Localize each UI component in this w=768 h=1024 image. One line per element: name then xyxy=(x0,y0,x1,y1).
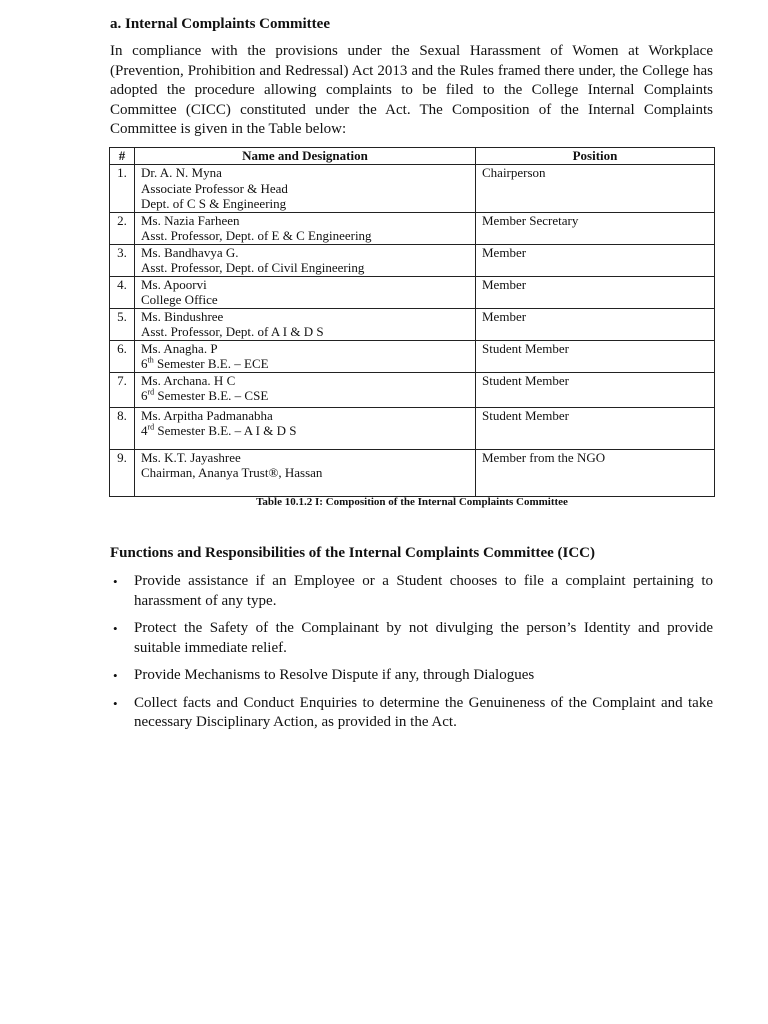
table-row xyxy=(110,165,715,213)
member-semester xyxy=(141,356,469,372)
list-item xyxy=(110,572,713,611)
row-number: 6. xyxy=(110,340,135,372)
position-cell: Chairperson xyxy=(476,165,715,213)
member-designation: Dept. of C S & Engineering xyxy=(141,196,287,211)
member-designation: Chairman, Ananya Trust®, Hassan xyxy=(141,465,323,480)
member-name: Ms. Anagha. P xyxy=(141,340,218,356)
semester-number: 4 xyxy=(141,423,148,438)
column-header-position: Position xyxy=(476,148,715,165)
name-designation-cell xyxy=(135,276,476,308)
row-number: 2. xyxy=(110,212,135,244)
name-designation-cell xyxy=(135,308,476,340)
table-row xyxy=(110,340,715,372)
member-name: Ms. Apoorvi xyxy=(141,276,207,292)
name-designation-cell xyxy=(135,340,476,372)
functions-heading: Functions and Responsibilities of the Internal Complaints Committee (ICC) xyxy=(110,545,596,561)
member-name: Ms. Archana. H C xyxy=(141,372,236,388)
committee-table xyxy=(109,147,715,497)
semester-program: Semester B.E. – ECE xyxy=(153,356,269,371)
section-heading: a. Internal Complaints Committee xyxy=(110,16,330,32)
member-designation: College Office xyxy=(141,292,218,307)
list-item xyxy=(110,666,713,686)
row-number: 9. xyxy=(110,449,135,496)
bullet-icon: • xyxy=(113,695,118,711)
table-header-row xyxy=(110,148,715,165)
list-item-text: Provide Mechanisms to Resolve Dispute if any, through Dialogues xyxy=(134,667,535,683)
row-number: 5. xyxy=(110,308,135,340)
member-name: Ms. K.T. Jayashree xyxy=(141,449,241,465)
position-cell: Student Member xyxy=(476,407,715,449)
position-cell: Member xyxy=(476,308,715,340)
semester-ordinal-suffix: th xyxy=(147,355,154,365)
member-semester xyxy=(141,423,469,439)
list-item-text: Provide assistance if an Employee or a Student chooses to file a complaint pertaining to harassment of any type. xyxy=(134,573,713,609)
semester-program: Semester B.E. – A I & D S xyxy=(154,423,297,438)
table-row xyxy=(110,372,715,407)
member-name: Ms. Bindushree xyxy=(141,308,224,324)
name-designation-cell xyxy=(135,165,476,213)
position-cell: Student Member xyxy=(476,372,715,407)
position-cell: Member from the NGO xyxy=(476,449,715,496)
list-item-text: Collect facts and Conduct Enquiries to determine the Genuineness of the Complaint and take necessary Disciplinary Action, as provided in the Act. xyxy=(134,694,713,730)
position-cell: Member xyxy=(476,276,715,308)
column-header-number: # xyxy=(110,148,135,165)
row-number: 1. xyxy=(110,165,135,213)
row-number: 7. xyxy=(110,372,135,407)
bullet-icon: • xyxy=(113,574,118,589)
list-item xyxy=(110,694,713,733)
semester-ordinal-suffix: rd xyxy=(147,422,155,432)
position-cell: Member Secretary xyxy=(476,212,715,244)
row-number: 8. xyxy=(110,407,135,449)
position-cell: Student Member xyxy=(476,340,715,372)
member-name: Ms. Bandhavya G. xyxy=(141,244,239,260)
bullet-icon: • xyxy=(113,621,118,636)
table-body xyxy=(110,165,715,497)
intro-paragraph: In compliance with the provisions under the Sexual Harassment of Women at Workplace (Prevention, Prohibition and Redressal) Act 2013 and the Rules framed there under, the College has adopted the procedure allowing complaints to be filed to the College Internal Complaints Committee (CICC) constituted under the Act. The Composition of the Internal Complaints Committee is given in the Table below: xyxy=(110,43,713,137)
table-caption: Table 10.1.2 I: Composition of the Internal Complaints Committee xyxy=(256,496,568,508)
bullet-icon: • xyxy=(113,668,118,683)
name-designation-cell xyxy=(135,212,476,244)
semester-program: Semester B.E. – CSE xyxy=(154,388,269,403)
list-item-text: Protect the Safety of the Complainant by not divulging the person’s Identity and provide suitable immediate relief. xyxy=(134,620,713,656)
member-semester xyxy=(141,388,469,404)
name-designation-cell xyxy=(135,407,476,449)
functions-list xyxy=(110,572,713,741)
table-row xyxy=(110,407,715,449)
table-row xyxy=(110,244,715,276)
table-row xyxy=(110,212,715,244)
table-row xyxy=(110,449,715,496)
name-designation-cell xyxy=(135,372,476,407)
name-designation-cell xyxy=(135,244,476,276)
semester-number: 6 xyxy=(141,356,148,371)
member-designation: Associate Professor & Head xyxy=(141,180,288,196)
member-designation: Asst. Professor, Dept. of Civil Engineering xyxy=(141,260,365,275)
column-header-name: Name and Designation xyxy=(135,148,476,165)
table-row xyxy=(110,276,715,308)
semester-ordinal-suffix: rd xyxy=(147,387,155,397)
position-cell: Member xyxy=(476,244,715,276)
list-item xyxy=(110,619,713,658)
member-name: Ms. Nazia Farheen xyxy=(141,212,240,228)
member-name: Ms. Arpitha Padmanabha xyxy=(141,407,273,423)
semester-number: 6 xyxy=(141,388,148,403)
name-designation-cell xyxy=(135,449,476,496)
table-row xyxy=(110,308,715,340)
row-number: 4. xyxy=(110,276,135,308)
member-designation: Asst. Professor, Dept. of E & C Engineering xyxy=(141,228,372,243)
member-name: Dr. A. N. Myna xyxy=(141,165,222,180)
row-number: 3. xyxy=(110,244,135,276)
member-designation: Asst. Professor, Dept. of A I & D S xyxy=(141,324,324,339)
